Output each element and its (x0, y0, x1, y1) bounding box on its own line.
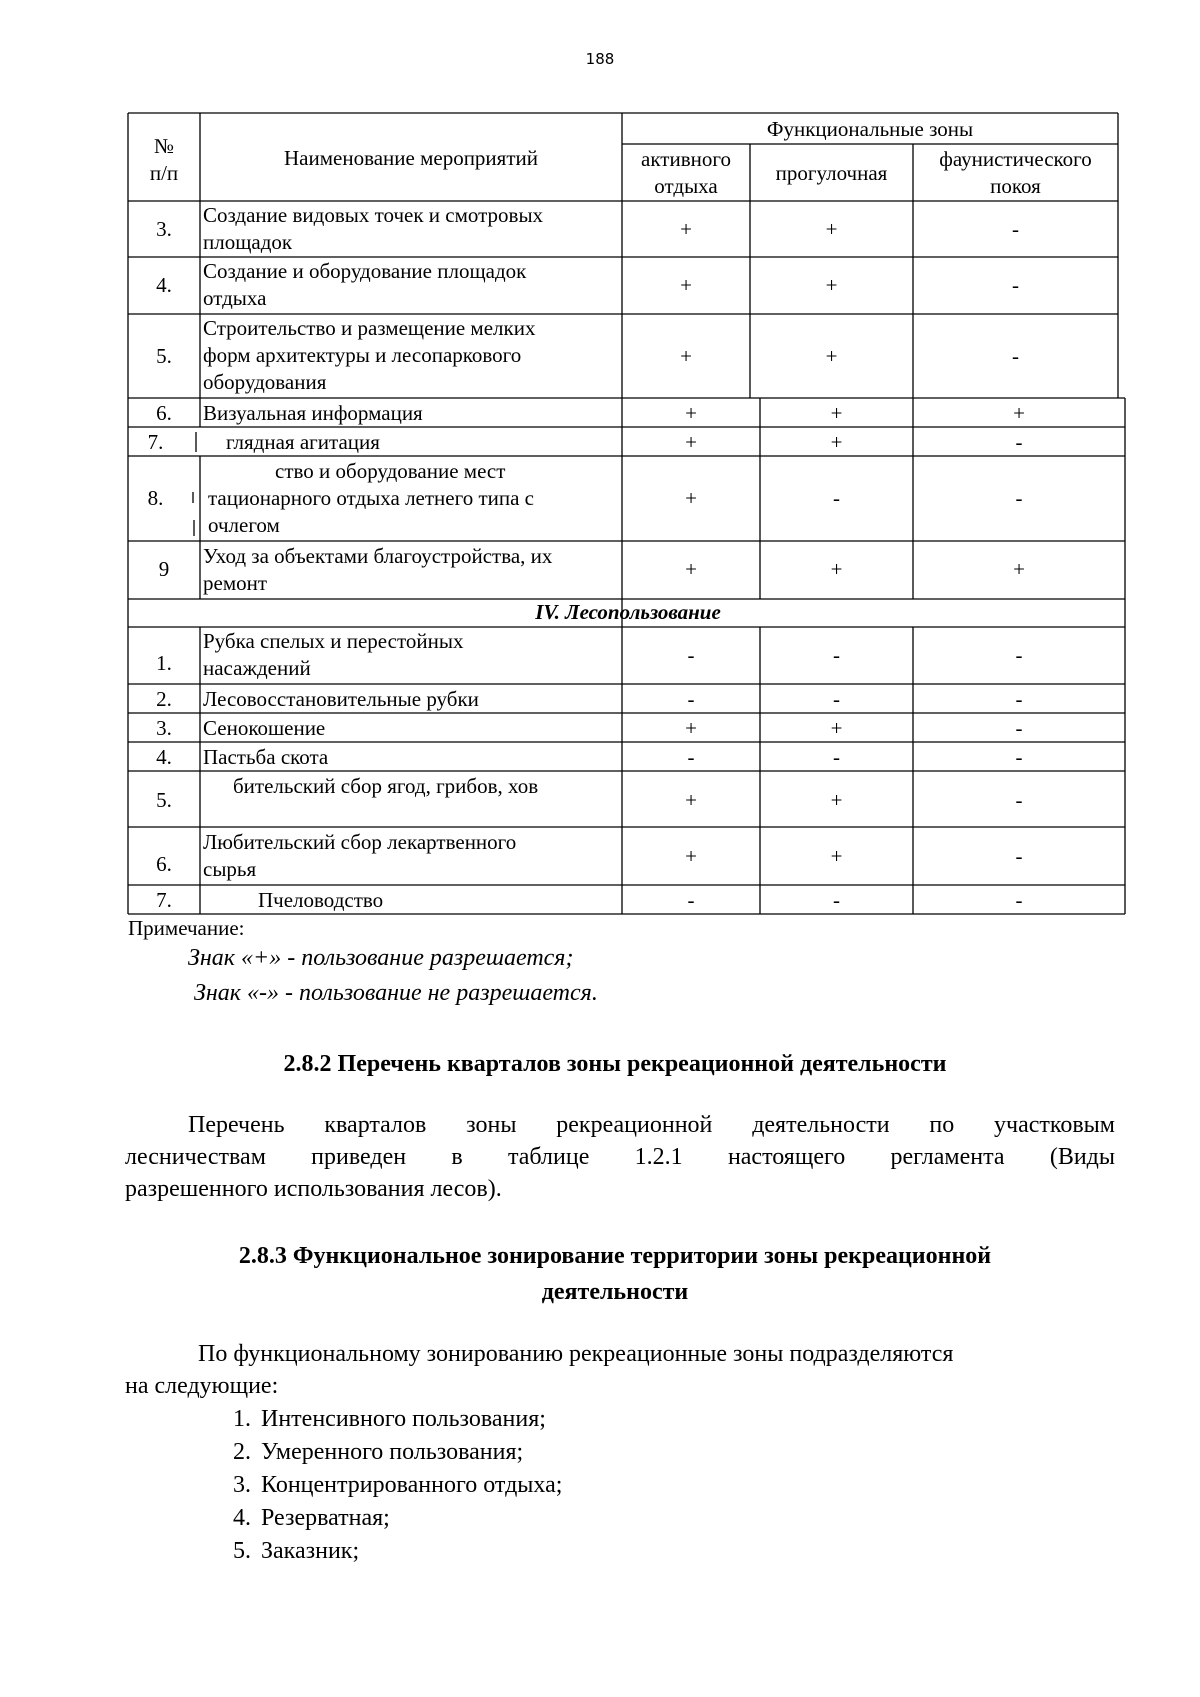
row-name (258, 887, 383, 914)
row-name-line: Лесовосстановительные рубки (203, 687, 479, 711)
row-name (233, 773, 538, 800)
row-active: + (685, 844, 697, 868)
row-num: 6. (156, 852, 172, 876)
list-item-text: Заказник; (261, 1538, 360, 1564)
row-fauna: - (1012, 344, 1019, 368)
row-active: - (687, 888, 695, 912)
row-name (203, 202, 543, 256)
row-num: 5. (156, 788, 172, 812)
row-name-line: Сенокошение (203, 716, 326, 740)
row-active: - (687, 643, 695, 667)
row-fauna: + (1013, 557, 1025, 581)
row-walking: + (830, 430, 843, 454)
row-fauna: - (1015, 687, 1023, 711)
row-active: + (680, 273, 692, 297)
row-name-line: насаждений (203, 656, 311, 680)
row-name-line: сырья (203, 857, 257, 881)
row-active: + (685, 430, 697, 454)
row-name-line: площадок (203, 230, 293, 254)
list-item-number: 5. (233, 1538, 251, 1564)
row-active: + (685, 557, 697, 581)
header-active (622, 146, 750, 200)
list-item (215, 1469, 562, 1501)
row-name (226, 429, 380, 456)
row-name-line: Рубка спелых и перестойных (203, 629, 464, 653)
page-number: 188 (585, 50, 615, 68)
row-walking: + (830, 716, 843, 740)
paragraph-line: на следующие: (125, 1373, 279, 1399)
row-walking: - (833, 486, 840, 510)
row-name (203, 686, 479, 713)
header-fauna-line2: покоя (990, 174, 1041, 198)
row-name-line: Пчеловодство (258, 888, 384, 912)
row-fauna: + (1013, 401, 1025, 425)
row-name (203, 543, 552, 597)
row-name-line: очлегом (208, 513, 280, 537)
row-walking: - (833, 745, 840, 769)
list-item (215, 1403, 546, 1435)
note-plus: Знак «+» - пользование разрешается; (188, 945, 574, 971)
row-active: - (687, 687, 695, 711)
row-name-line: форм архитектуры и лесопаркового (203, 343, 522, 367)
row-name (203, 628, 463, 682)
list-item-number: 4. (233, 1505, 251, 1531)
list-item-text: Умеренного пользования; (261, 1439, 524, 1465)
row-name-line: глядная агитация (226, 430, 380, 454)
row-active: + (685, 716, 697, 740)
row-name-line: Визуальная информация (203, 401, 423, 425)
list-item (215, 1502, 390, 1534)
paragraph-line: По функциональному зонированию рекреационные зоны подразделяются (198, 1341, 954, 1367)
row-num: 3. (156, 716, 172, 740)
row-walking: + (830, 788, 843, 812)
row-name-line: Строительство и размещение мелких (203, 316, 536, 340)
row-active: + (685, 486, 697, 510)
row-walking: + (830, 844, 843, 868)
row-name-line: бительский сбор ягод, грибов, хов (233, 774, 539, 798)
row-walking: - (833, 643, 840, 667)
row-name-line: Создание и оборудование площадок (203, 259, 527, 283)
row-name (208, 458, 534, 539)
row-name-line: ремонт (203, 571, 268, 595)
header-fauna (913, 146, 1118, 200)
row-name-line: ство и оборудование мест (275, 459, 506, 483)
row-fauna: - (1015, 486, 1023, 510)
row-walking: + (830, 401, 843, 425)
row-walking: - (833, 888, 840, 912)
section-title: IV. Лесопользование (535, 600, 721, 624)
row-active: + (680, 344, 692, 368)
list-item-number: 3. (233, 1472, 251, 1498)
list-item-text: Резерватная; (261, 1505, 390, 1531)
row-name-line: оборудования (203, 370, 327, 394)
row-fauna: - (1015, 430, 1023, 454)
heading-line: 2.8.3 Функциональное зонирование территории зоны рекреационной (238, 1243, 992, 1269)
section-heading-283 (120, 1238, 1110, 1310)
row-num: 6. (156, 401, 172, 425)
row-active: + (685, 401, 697, 425)
list-item-text: Интенсивного пользования; (261, 1406, 546, 1432)
header-active-line1: активного (641, 147, 731, 171)
list-item (215, 1535, 359, 1567)
row-name (203, 315, 535, 396)
row-num: 2. (156, 687, 172, 711)
row-name (203, 829, 516, 883)
row-walking: + (825, 217, 838, 241)
paragraph-line: разрешенного использования лесов). (125, 1176, 502, 1202)
row-fauna: - (1012, 217, 1019, 241)
row-fauna: - (1012, 273, 1019, 297)
list-item-text: Концентрированного отдыха; (261, 1472, 563, 1498)
row-name (203, 258, 526, 312)
row-name-line: тационарного отдыха летнего типа с (208, 486, 535, 510)
row-name (203, 744, 328, 771)
header-walking: прогулочная (775, 161, 888, 185)
row-fauna: - (1015, 745, 1023, 769)
row-num: 7. (147, 430, 164, 454)
row-walking: + (825, 273, 838, 297)
row-fauna: - (1015, 844, 1023, 868)
list-item (215, 1436, 523, 1468)
note-minus: Знак «-» - пользование не разрешается. (194, 980, 598, 1006)
header-num-line2: п/п (149, 161, 179, 185)
row-walking: + (825, 344, 838, 368)
row-num: 4. (156, 745, 172, 769)
paragraph-line: лесничествам приведен в таблице 1.2.1 настоящего регламента (Виды (125, 1144, 1115, 1170)
row-name (203, 400, 423, 427)
row-fauna: - (1015, 888, 1023, 912)
paragraph-282 (125, 1109, 1115, 1205)
row-name (203, 715, 325, 742)
note-label: Примечание: (128, 916, 245, 940)
header-num (128, 133, 200, 187)
row-name-line: Создание видовых точек и смотровых (203, 203, 544, 227)
row-fauna: - (1015, 716, 1023, 740)
row-active: - (687, 745, 695, 769)
row-num: 8. (147, 486, 164, 510)
header-active-line2: отдыха (654, 174, 718, 198)
row-num: 4. (156, 273, 172, 297)
paragraph-283 (125, 1338, 1115, 1402)
row-name-line: Уход за объектами благоустройства, их (203, 544, 553, 568)
list-item-number: 1. (233, 1406, 251, 1432)
row-num: 5. (156, 344, 172, 368)
row-name-line: отдыха (203, 286, 267, 310)
row-num: 9 (158, 557, 170, 581)
row-walking: + (830, 557, 843, 581)
row-name-line: Любительский сбор лекартвенного (203, 830, 517, 854)
row-fauna: - (1015, 788, 1023, 812)
row-walking: - (833, 687, 840, 711)
row-num: 1. (156, 651, 172, 675)
row-active: + (680, 217, 692, 241)
header-name: Наименование мероприятий (284, 146, 538, 170)
row-num: 7. (156, 888, 172, 912)
header-fauna-line1: фаунистического (939, 147, 1092, 171)
list-item-number: 2. (233, 1439, 251, 1465)
header-num-line1: № (153, 134, 175, 158)
header-zones-title: Функциональные зоны (766, 117, 974, 141)
paragraph-line: Перечень кварталов зоны рекреационной деятельности по участковым (188, 1112, 1115, 1138)
row-num: 3. (156, 217, 172, 241)
heading-line: деятельности (541, 1279, 689, 1305)
row-name-line: Пастьба скота (203, 745, 329, 769)
section-heading-282: 2.8.2 Перечень кварталов зоны рекреационной деятельности (283, 1051, 947, 1077)
row-active: + (685, 788, 697, 812)
row-fauna: - (1015, 643, 1023, 667)
